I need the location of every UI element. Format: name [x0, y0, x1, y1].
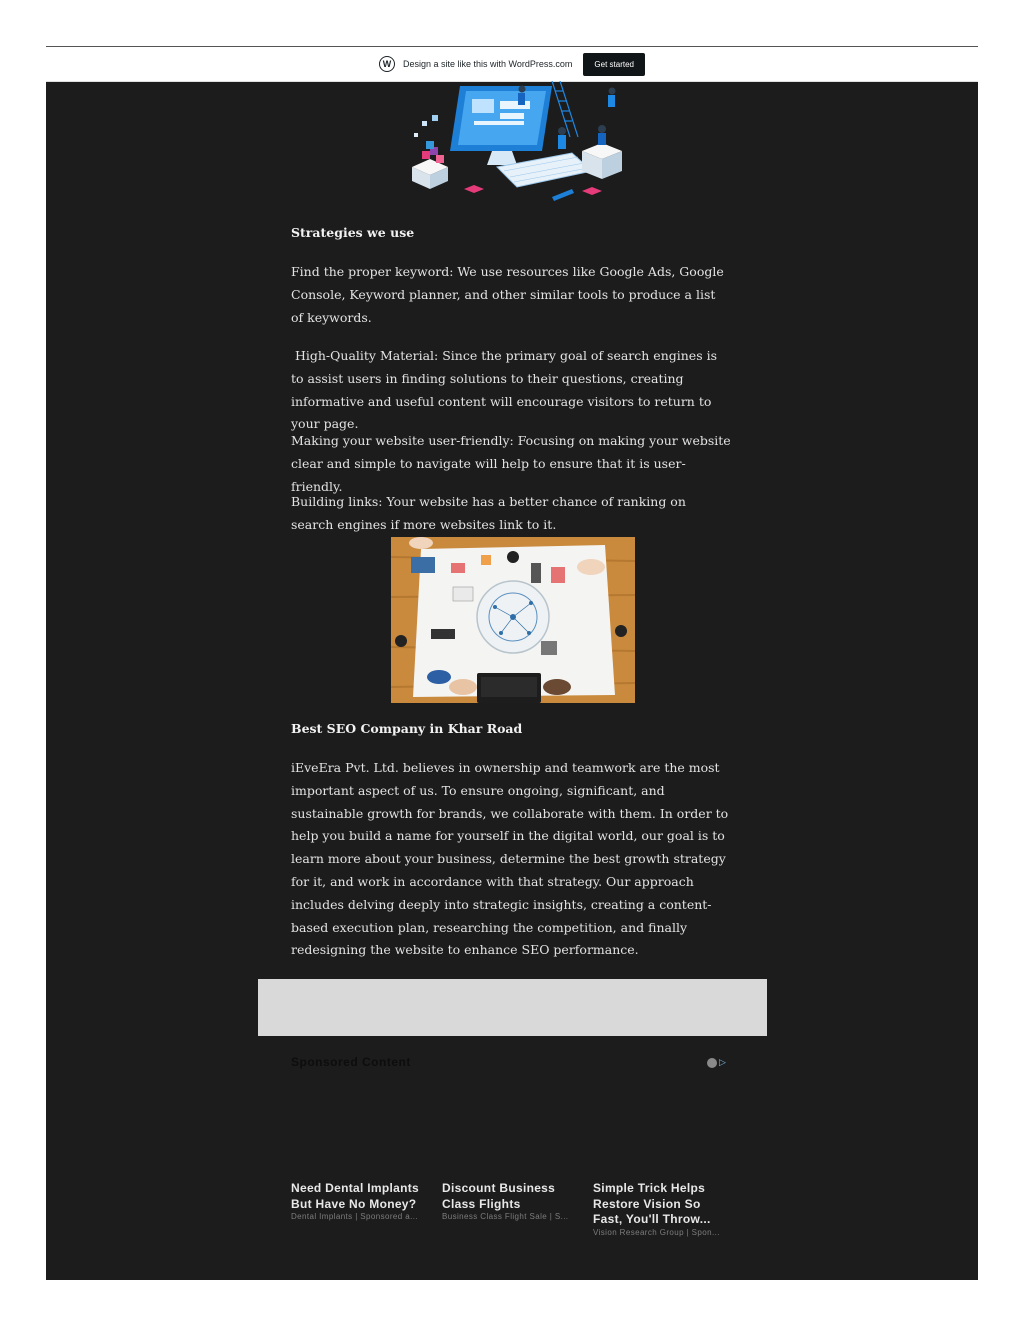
- paragraph-links: Building links: Your website has a better chance of ranking on search engines if more websites link to it.: [291, 494, 686, 532]
- sponsored-card-title[interactable]: Need Dental Implants But Have No Money?: [291, 1181, 420, 1211]
- seo-company-heading: Best SEO Company in Khar Road: [291, 721, 523, 736]
- wordpress-logo-icon[interactable]: W: [379, 56, 395, 72]
- adchoices-icon[interactable]: [707, 1057, 726, 1068]
- strategy-keyword-paragraph: [291, 261, 731, 329]
- strategy-material-paragraph: [291, 345, 731, 436]
- sponsored-card-source: Business Class Flight Sale | S...: [442, 1212, 569, 1221]
- strategy-links-paragraph: [291, 491, 731, 537]
- sponsored-card-title[interactable]: Discount Business Class Flights: [442, 1181, 556, 1211]
- sponsored-card-title[interactable]: Simple Trick Helps Restore Vision So Fast, You'll Throw...: [593, 1181, 711, 1226]
- sponsored-card-flights[interactable]: [442, 1181, 582, 1221]
- strategies-section: [291, 222, 731, 245]
- sponsored-card-source: Vision Research Group | Spon...: [593, 1227, 720, 1237]
- seo-company-section: [291, 718, 731, 741]
- paragraph-keywords: Find the proper keyword: We use resources like Google Ads, Google Console, Keyword planner, and other similar tools to produce a list of keywords.: [291, 264, 724, 325]
- get-started-button[interactable]: Get started: [583, 53, 645, 76]
- paragraph-company: iEveEra Pvt. Ltd. believes in ownership and teamwork are the most important aspect of us. To ensure ongoing, significant, and sustainable growth for brands, we collaborate with them. In order to help you build a name for yourself in the digital world, our goal is to learn more about your business, determine the best growth strategy for it, and work in accordance with that strategy. Our approach includes delving deeply into strategic insights, creating a content-based execution plan, researching the competition, and finally redesigning the website to enhance SEO performance.: [291, 760, 729, 958]
- sponsored-card-source: Dental Implants | Sponsored a...: [291, 1212, 418, 1221]
- paragraph-user-friendly: Making your website user-friendly: Focusing on making your website clear and simple to navigate will help to ensure that it is user-friendly.: [291, 433, 731, 494]
- wordpress-promo-text[interactable]: Design a site like this with WordPress.com: [403, 59, 573, 69]
- wordpress-promo-bar: [46, 47, 978, 82]
- sponsored-card-vision[interactable]: [593, 1181, 733, 1237]
- sponsored-card-dental[interactable]: [291, 1181, 431, 1221]
- strategies-heading: Strategies we use: [291, 225, 415, 240]
- seo-isometric-illustration: [402, 81, 624, 209]
- page-frame: [46, 46, 978, 1280]
- sponsored-content-label: Sponsored Content: [291, 1055, 411, 1069]
- outbrain-icon: [707, 1058, 717, 1068]
- ad-placeholder[interactable]: [258, 979, 767, 1036]
- paragraph-material: High-Quality Material: Since the primary goal of search engines is to assist users in finding solutions to their questions, creating informative and useful content will encourage visitors to return to your page.: [291, 348, 721, 432]
- company-description: [291, 757, 731, 962]
- adchoices-triangle-icon: ▷: [719, 1057, 726, 1067]
- teamwork-desk-photo: [391, 537, 635, 703]
- strategy-user-friendly-paragraph: [291, 430, 731, 498]
